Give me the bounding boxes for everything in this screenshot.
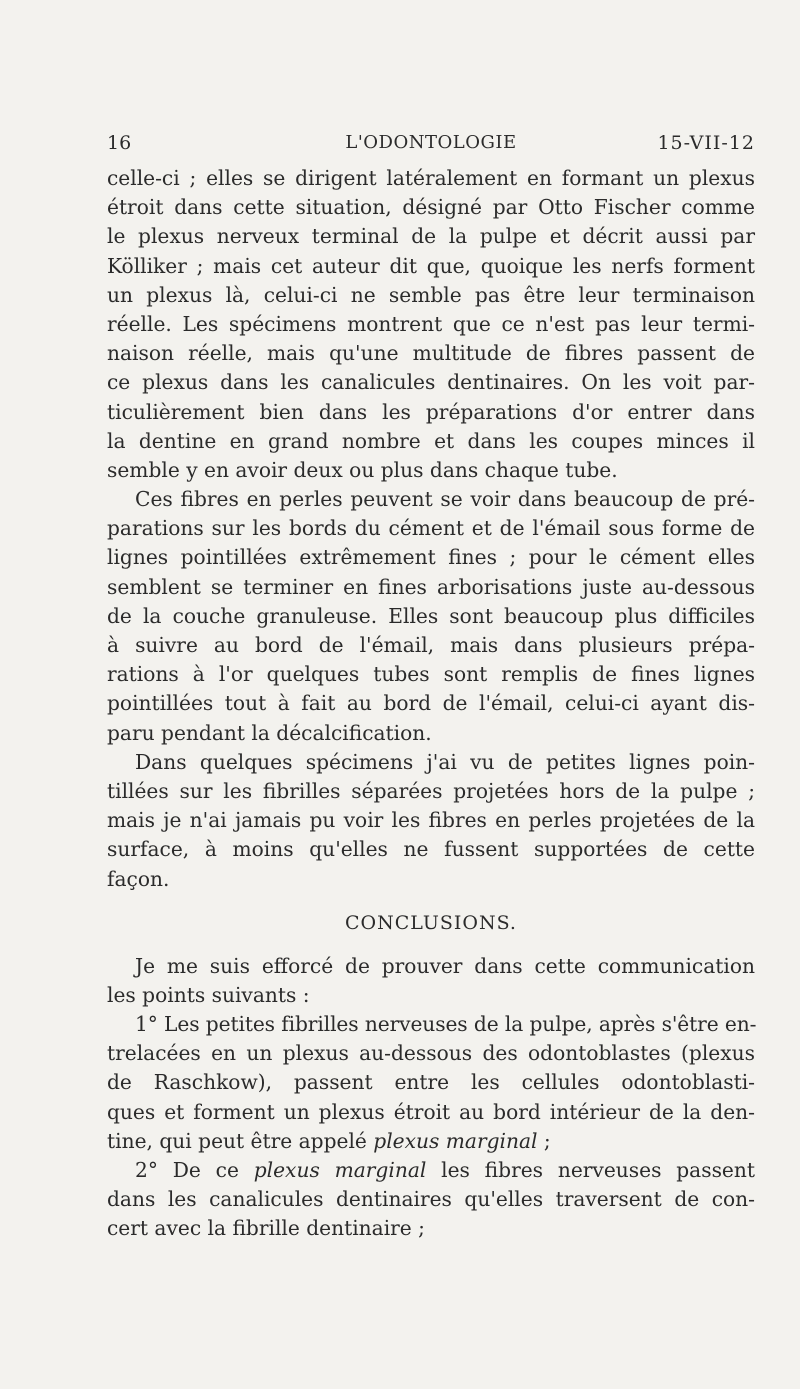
text-line: un plexus là, celui-ci ne semble pas être leur terminaison [107, 282, 755, 307]
paragraph-2 [107, 485, 755, 748]
text-line: paru pendant la décalcification. [107, 720, 432, 745]
text-line: tillées sur les fibrilles séparées projetées hors de la pulpe ; [107, 778, 755, 803]
paragraph-3 [107, 748, 755, 894]
text-line: le plexus nerveux terminal de la pulpe et décrit aussi par [107, 224, 755, 249]
text-fragment: 2° De ce [135, 1158, 254, 1182]
text-line: les points suivants : [107, 982, 310, 1007]
text-line: parations sur les bords du cément et de l'émail sous forme de [107, 516, 755, 541]
text-fragment: tine, qui peut être appelé [107, 1128, 374, 1153]
text-fragment: les fibres nerveuses passent [426, 1158, 755, 1182]
text-line: Ces fibres en perles peuvent se voir dans beaucoup de pré- [135, 487, 755, 512]
text-line: Kölliker ; mais cet auteur dit que, quoique les nerfs forment [107, 253, 755, 278]
text-line: lignes pointillées extrêmement fines ; pour le cément elles [107, 545, 755, 570]
text-line: de Raschkow), passent entre les cellules odontoblasti- [107, 1070, 755, 1095]
text-line: ce plexus dans les canalicules dentinaires. On les voit par- [107, 370, 755, 395]
text-line: ticulièrement bien dans les préparations d'or entrer dans [107, 399, 755, 424]
page-number: 16 [107, 132, 132, 154]
text-line: naison réelle, mais qu'une multitude de fibres passent de [107, 341, 755, 366]
text-line: dans les canalicules dentinaires qu'elles traversent de con- [107, 1187, 755, 1212]
text-line: réelle. Les spécimens montrent que ce n'est pas leur termi- [107, 311, 755, 336]
text-line: mais je n'ai jamais pu voir les fibres en perles projetées de la [107, 808, 755, 833]
text-fragment: ; [537, 1128, 551, 1153]
paragraph-4 [107, 952, 755, 1010]
text-line: étroit dans cette situation, désigné par Otto Fischer comme [107, 195, 755, 220]
text-line: façon. [107, 866, 170, 891]
text-line: la dentine en grand nombre et dans les coupes minces il [107, 428, 755, 453]
paragraph-1 [107, 164, 755, 485]
text-line: semblent se terminer en fines arborisations juste au-dessous [107, 574, 755, 599]
text-line [107, 1156, 755, 1185]
italic-term: plexus marginal [373, 1128, 538, 1153]
text-line: rations à l'or quelques tubes sont remplis de fines lignes [107, 662, 755, 687]
text-line: semble y en avoir deux ou plus dans chaque tube. [107, 457, 618, 482]
text-line: 1° Les petites fibrilles nerveuses de la pulpe, après s'être en- [135, 1012, 757, 1037]
text-line: cert avec la fibrille dentinaire ; [107, 1216, 425, 1241]
text-line: à suivre au bord de l'émail, mais dans plusieurs prépa- [107, 633, 755, 657]
body-text [107, 164, 755, 1244]
journal-title: L'ODONTOLOGIE [345, 132, 517, 153]
text-line: ques et forment un plexus étroit au bord intérieur de la den- [107, 1099, 755, 1124]
issue-date: 15-VII-12 [657, 132, 755, 154]
italic-term: plexus marginal [253, 1158, 427, 1182]
text-line: celle-ci ; elles se dirigent latéralement en formant un plexus [107, 166, 755, 190]
section-heading: CONCLUSIONS. [345, 911, 517, 934]
text-line [107, 1127, 755, 1156]
text-line: pointillées tout à fait au bord de l'émail, celui-ci ayant dis- [107, 691, 755, 716]
text-line: Dans quelques spécimens j'ai vu de petites lignes poin- [135, 749, 755, 774]
text-line: de la couche granuleuse. Elles sont beaucoup plus difficiles [107, 603, 755, 628]
text-line: surface, à moins qu'elles ne fussent supportées de cette [107, 837, 755, 862]
running-header [107, 132, 755, 156]
text-line: Je me suis efforcé de prouver dans cette communication [135, 953, 755, 978]
conclusion-item-2 [107, 1156, 755, 1244]
text-line: trelacées en un plexus au-dessous des odontoblastes (plexus [107, 1041, 755, 1066]
conclusion-item-1 [107, 1010, 755, 1156]
